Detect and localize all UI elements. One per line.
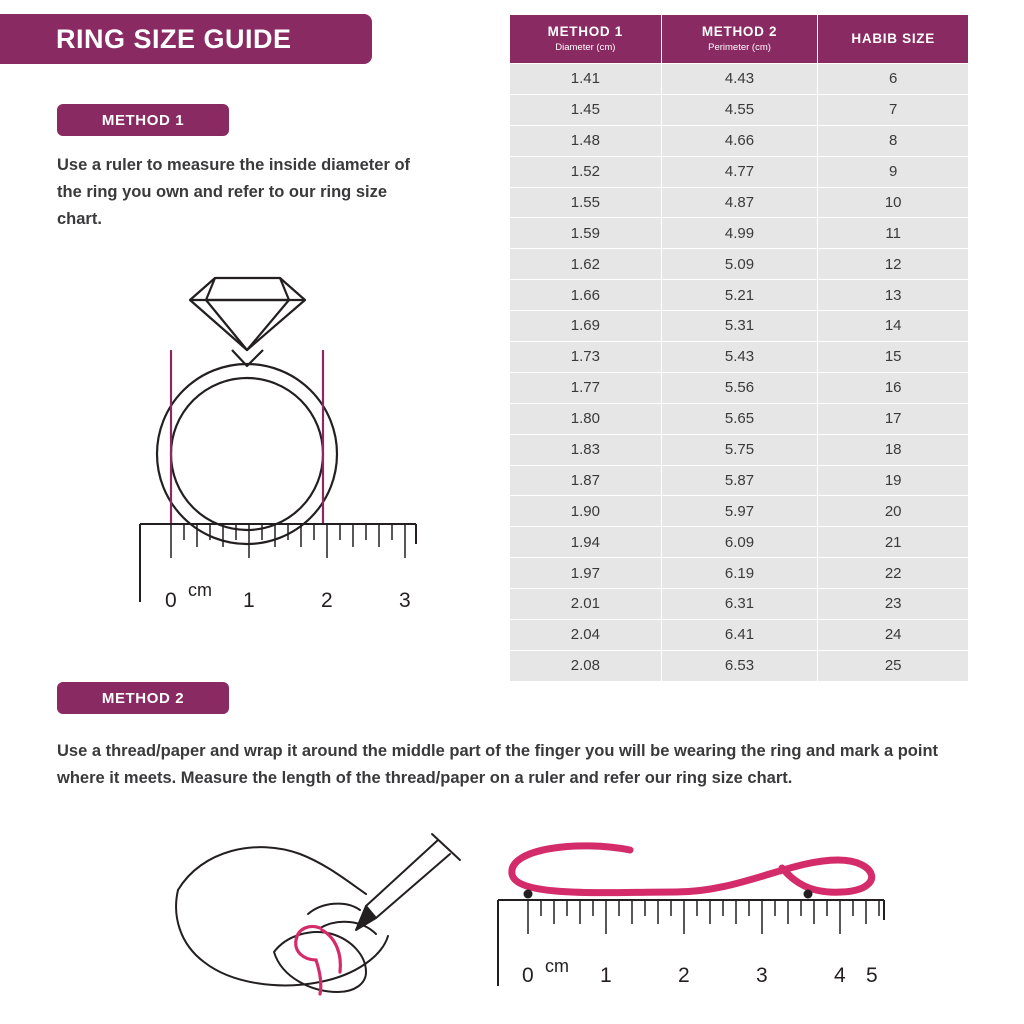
cell-perimeter: 5.75 — [661, 434, 818, 465]
cell-perimeter: 6.19 — [661, 558, 818, 589]
method-1-description: Use a ruler to measure the inside diameter of the ring you own and refer to our ring size chart. — [57, 156, 411, 228]
cell-diameter: 1.59 — [510, 218, 662, 249]
cell-size: 8 — [818, 125, 969, 156]
cell-perimeter: 6.41 — [661, 620, 818, 651]
method-1-heading-label: METHOD 1 — [101, 111, 185, 129]
cell-size: 16 — [818, 372, 969, 403]
table-row — [510, 249, 969, 280]
ruler-tick-0: 0 — [165, 589, 177, 612]
thread-ruler-tick-3: 3 — [756, 964, 768, 987]
thread-ruler-tick-2: 2 — [678, 964, 690, 987]
table-row — [510, 64, 969, 95]
thread-end-dot — [804, 890, 813, 899]
table-row — [510, 372, 969, 403]
cell-perimeter: 4.99 — [661, 218, 818, 249]
thread-with-ruler-illustration — [490, 838, 910, 1008]
cell-diameter: 1.48 — [510, 125, 662, 156]
table-row — [510, 125, 969, 156]
column-header-method-2-main: METHOD 2 — [701, 24, 778, 39]
table-row — [510, 650, 969, 681]
cell-perimeter: 4.43 — [661, 64, 818, 95]
cell-perimeter: 5.56 — [661, 372, 818, 403]
cell-perimeter: 4.55 — [661, 94, 818, 125]
page-title-banner — [0, 14, 372, 64]
cell-diameter: 1.83 — [510, 434, 662, 465]
cell-diameter: 1.41 — [510, 64, 662, 95]
column-header-method-2-sub: Perimeter (cm) — [708, 42, 771, 53]
cell-size: 23 — [818, 589, 969, 620]
table-row — [510, 465, 969, 496]
cell-perimeter: 4.87 — [661, 187, 818, 218]
column-header-habib-size — [818, 15, 969, 64]
cell-diameter: 1.69 — [510, 311, 662, 342]
method-2-heading-label: METHOD 2 — [101, 689, 185, 707]
ruler-unit-label: cm — [188, 580, 212, 600]
cell-diameter: 1.45 — [510, 94, 662, 125]
table-row — [510, 403, 969, 434]
cell-diameter: 2.04 — [510, 620, 662, 651]
column-header-habib-size-main: HABIB SIZE — [851, 31, 935, 46]
cell-perimeter: 5.31 — [661, 311, 818, 342]
cell-diameter: 2.08 — [510, 650, 662, 681]
table-row — [510, 156, 969, 187]
table-row — [510, 434, 969, 465]
table-row — [510, 558, 969, 589]
method-2-description: Use a thread/paper and wrap it around the middle part of the finger you will be wearing the ring and mark a point where it meets. Measure the length of the thread/paper on a ruler and refer our ring size chart. — [57, 742, 939, 787]
cell-perimeter: 5.97 — [661, 496, 818, 527]
cell-perimeter: 6.09 — [661, 527, 818, 558]
cell-size: 11 — [818, 218, 969, 249]
cell-diameter: 1.66 — [510, 280, 662, 311]
table-row — [510, 187, 969, 218]
cell-diameter: 1.97 — [510, 558, 662, 589]
cell-size: 9 — [818, 156, 969, 187]
cell-size: 17 — [818, 403, 969, 434]
ring-size-table — [509, 14, 969, 682]
ruler-tick-1: 1 — [243, 589, 255, 612]
cell-perimeter: 4.77 — [661, 156, 818, 187]
table-row — [510, 589, 969, 620]
thread-start-dot — [524, 890, 533, 899]
cell-size: 22 — [818, 558, 969, 589]
table-row — [510, 620, 969, 651]
cell-size: 13 — [818, 280, 969, 311]
column-header-method-1-sub: Diameter (cm) — [555, 42, 616, 53]
thread-ruler-unit-label: cm — [545, 956, 569, 976]
cell-size: 24 — [818, 620, 969, 651]
cell-perimeter: 5.87 — [661, 465, 818, 496]
cell-perimeter: 5.43 — [661, 342, 818, 373]
ring-with-ruler-illustration — [120, 262, 450, 622]
cell-size: 6 — [818, 64, 969, 95]
cell-diameter: 1.90 — [510, 496, 662, 527]
cell-size: 25 — [818, 650, 969, 681]
cell-perimeter: 6.31 — [661, 589, 818, 620]
cell-size: 10 — [818, 187, 969, 218]
hand-marking-thread-illustration — [170, 832, 480, 1002]
cell-size: 20 — [818, 496, 969, 527]
cell-size: 19 — [818, 465, 969, 496]
cell-diameter: 1.62 — [510, 249, 662, 280]
cell-diameter: 1.55 — [510, 187, 662, 218]
cell-diameter: 1.77 — [510, 372, 662, 403]
cell-size: 18 — [818, 434, 969, 465]
cell-diameter: 1.80 — [510, 403, 662, 434]
table-row — [510, 527, 969, 558]
cell-diameter: 1.94 — [510, 527, 662, 558]
cell-size: 14 — [818, 311, 969, 342]
cell-perimeter: 5.65 — [661, 403, 818, 434]
table-row — [510, 94, 969, 125]
thread-ruler-tick-5: 5 — [866, 964, 878, 987]
cell-diameter: 1.73 — [510, 342, 662, 373]
thread-ruler-tick-4: 4 — [834, 964, 846, 987]
cell-size: 21 — [818, 527, 969, 558]
ruler-tick-3: 3 — [399, 589, 411, 612]
cell-perimeter: 5.09 — [661, 249, 818, 280]
cell-diameter: 1.52 — [510, 156, 662, 187]
cell-size: 12 — [818, 249, 969, 280]
thread-ruler-tick-1: 1 — [600, 964, 612, 987]
cell-diameter: 2.01 — [510, 589, 662, 620]
cell-diameter: 1.87 — [510, 465, 662, 496]
table-row — [510, 280, 969, 311]
thread-ruler-tick-0: 0 — [522, 964, 534, 987]
table-header-row — [510, 15, 969, 64]
cell-perimeter: 5.21 — [661, 280, 818, 311]
method-2-heading — [57, 682, 229, 714]
table-row — [510, 342, 969, 373]
cell-size: 15 — [818, 342, 969, 373]
table-row — [510, 496, 969, 527]
table-row — [510, 311, 969, 342]
column-header-method-1-main: METHOD 1 — [547, 24, 624, 39]
cell-perimeter: 6.53 — [661, 650, 818, 681]
ruler-tick-2: 2 — [321, 589, 333, 612]
method-1-heading — [57, 104, 229, 136]
table-row — [510, 218, 969, 249]
cell-perimeter: 4.66 — [661, 125, 818, 156]
page-title: RING SIZE GUIDE — [56, 23, 292, 54]
column-header-method-1 — [510, 15, 662, 64]
column-header-method-2 — [661, 15, 818, 64]
cell-size: 7 — [818, 94, 969, 125]
